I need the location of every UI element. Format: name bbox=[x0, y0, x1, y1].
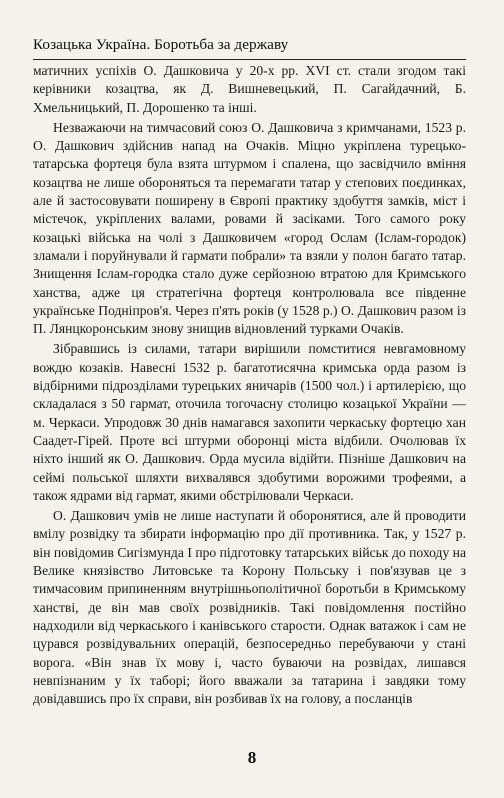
paragraph-4: О. Дашкович умів не лише наступати й оборонятися, але й проводити вмілу розвідку та збирати інформацію про дії противника. Так, у 1527 р. він повідомив Сигізмунда I про підготовку татарських військ до походу на Велике князівство Литовське та Корону Польську і пов'язував це з тимчасовим припиненням внутрішньополітичної боротьби в Кримському ханстві, де він мав своїх розвідників. Такі повідомлення постійно надходили від черкаського і канівського старости. Однак ватажок і сам не цурався розвідувальних операцій, безпосередньо перебуваючи у стані ворога. «Він знав їх мову і, часто буваючи на розвідах, лишався невпізнаним у їх таборі; його вважали за татарина і завдяки тому довідавшись про їх справи, він розбивав їх на голову, а посланців bbox=[33, 508, 466, 707]
paragraph-2: Незважаючи на тимчасовий союз О. Дашковича з кримчанами, 1523 р. О. Дашкович здійснив напад на Очаків. Міцно укріплена турецько-татарська фортеця була взята штурмом і спалена, що засвідчило вміння козацтва не лише обороняться та перемагати татар у степових поєдинках, але й застосовувати поширену в Європі практику здобуття замків, міст і містечок, укріплених валами, ровами й засіками. Того самого року козацькі війська на чолі з Дашковичем «город Ослам (Іслам-городок) зламали і поруйнували й гармати побрали» та взяли у полон багато татар. Знищення Іслам-городка стало дуже серйозною втратою для Кримського ханства, адже ця стратегічна фортеця контролювала все південне українське Подніпров'я. Через п'ять років (у 1528 р.) О. Дашкович разом із П. Лянцкоронським знову знищив відновлений турками Очаків. bbox=[33, 119, 466, 337]
body-text bbox=[33, 62, 466, 710]
paragraph-1: матичних успіхів О. Дашковича у 20-х рр. XVI ст. стали згодом такі керівники козацтва, як Д. Вишневецький, П. Сагайдачний, Б. Хмельницький, П. Дорошенко та інші. bbox=[33, 63, 466, 115]
page-number: 8 bbox=[247, 748, 257, 767]
running-head: Козацька Україна. Боротьба за державу bbox=[33, 36, 466, 60]
paragraph-3: Зібравшись із силами, татари вирішили помститися невгамовному вождю козаків. Навесні 1532 р. багатотисячна кримська орда разом із відбірними підрозділами турецьких яничарів (1500 чол.) і артилерією, що складалася з 50 гармат, оточила тогочасну столицю козацької України — м. Черкаси. Упродовж 30 днів намагався захопити черкаську фортецю хан Саадет-Гірей. Проте всі штурми оборонці міста відбили. Очолював їх ніхто інший як О. Дашкович. Орда мусила відійти. Пізніше Дашкович на сеймі польської шляхти вихвалявся здобутими ворожими трофеями, а також ядрами від гармат, якими обстрілювали Черкаси. bbox=[33, 341, 466, 503]
